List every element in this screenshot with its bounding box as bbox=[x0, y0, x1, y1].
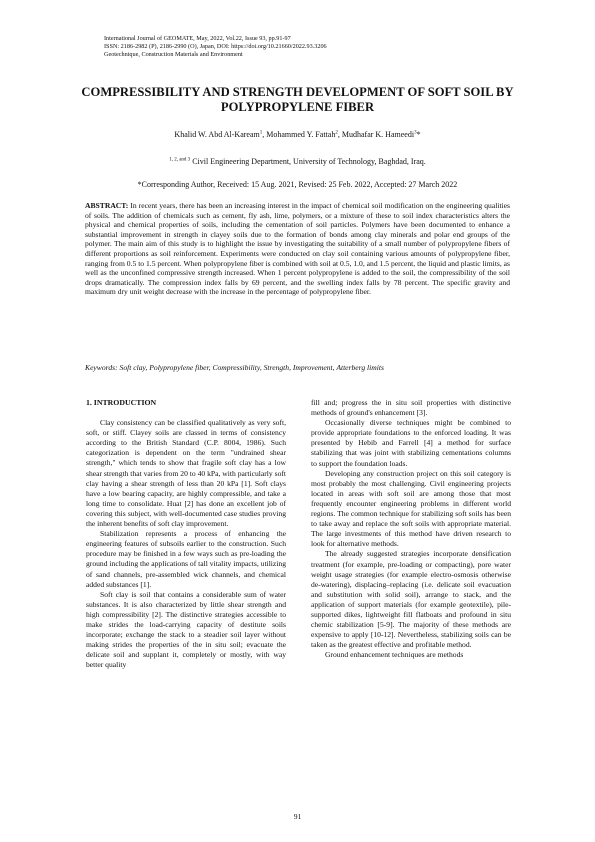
author-3-star: * bbox=[416, 130, 421, 139]
author-1: Khalid W. Abd Al-Kaream bbox=[174, 130, 260, 139]
paragraph: Developing any construction project on this soil category is most probably the most challenging. Civil engineering projects located in areas with soft soil are among those that most frequently encounter engineering problems in different world regions. The common technique for stabilizing soft soils has been to take away and replace the soft soils with appropriate material. The large investments of this method have driven research to look for alternative methods. bbox=[311, 468, 511, 549]
header-line-1: International Journal of GEOMATE, May, 2022, Vol.22, Issue 93, pp.91-97 bbox=[104, 35, 291, 42]
paragraph: Soft clay is soil that contains a considerable sum of water substances. It is also characterized by little shear strength and high compressibility [2]. The distinctive strategies accessible to make strides the load-carrying capacity of destitute soils incorporate; exchange the stack to a steadier soil layer without making strides the properties of the in situ soil; evacuate the delicate soil and supplant it, completely or mostly, with way better quality bbox=[86, 589, 286, 670]
keywords: Keywords: Soft clay, Polypropylene fiber, Compressibility, Strength, Improvement, Atterberg limits bbox=[85, 363, 384, 372]
author-2-sup: 2 bbox=[335, 130, 338, 136]
journal-header bbox=[104, 35, 327, 59]
abstract-label: ABSTRACT: bbox=[85, 201, 129, 210]
paragraph: Stabilization represents a process of enhancing the engineering features of subsoils earlier to the construction. Such procedure may be finished in a few ways such as pre-loading the ground including the applications of tall vitality impacts, utilizing of sand channels, pre-assembled wick channels, and chemical added substances [1]. bbox=[86, 529, 286, 589]
affiliation-text: Civil Engineering Department, University of Technology, Baghdad, Iraq. bbox=[190, 157, 426, 166]
author-3: , Mudhafar K. Hameedi bbox=[337, 130, 415, 139]
paragraph: Ground enhancement techniques are methods bbox=[325, 650, 464, 660]
paragraph: The already suggested strategies incorporate densification treatment (for example, pre-loading or compacting), pore water weight usage strategies (for example electro-osmosis otherwise de-watering), displacing–replacing (i.e. delicate soil evacuation and substitution with solid soil), arrange to stack, and the application of support materials (for example geotextile), pile-supported dikes, lightweight fill flatboats and profound in situ chemic stabilization [5-9]. The majority of these methods are expensive to apply [10-12]. Nevertheless, stabilizing soils can be taken as the greatest effective and profitable method. bbox=[311, 549, 511, 650]
paper-title: COMPRESSIBILITY AND STRENGTH DEVELOPMENT OF SOFT SOIL BY POLYPROPYLENE FIBER bbox=[81, 85, 514, 114]
abstract bbox=[85, 201, 510, 297]
section-heading: 1. INTRODUCTION bbox=[86, 398, 157, 407]
left-column bbox=[86, 398, 286, 670]
header-line-3: Geotechnique, Construction Materials and Environment bbox=[104, 51, 243, 58]
affiliation-sup: 1, 2, and 3 bbox=[169, 157, 191, 163]
header-line-2: ISSN: 2186-2982 (P), 2186-2990 (O), Japan, DOI: https://doi.org/10.21660/2022.93.3206 bbox=[104, 43, 327, 50]
page-number: 91 bbox=[293, 812, 302, 821]
paragraph: Clay consistency can be classified qualitatively as very soft, soft, or stiff. Clayey soils are classed in terms of consistency according to the British Standard (C.P. 8004, 1986). Such categorization is dependent on the term "undrained shear strength," which tends to show that fragile soft clay has a low shear strength that varies from 20 to 40 kPa, with particularly soft clay having a shear strength of less than 20 kPa [1]. Soft clays have a low bearing capacity, are highly compressible, and take a long time to consolidate. Huat [2] has done an excellent job of covering this subject, with well-documented case studies proving the inherent benefits of soft clay improvement. bbox=[86, 418, 286, 529]
author-3-sup: 3 bbox=[414, 130, 417, 136]
author-list bbox=[0, 130, 595, 139]
paragraph: Occasionally diverse techniques might be combined to provide appropriate foundations to the enforced loading. It was presented by Hebib and Farrell [4] a method for surface stabilizing that was joint with stabilizing cementations columns to support the foundation loads. bbox=[311, 418, 511, 468]
author-2: , Mohammed Y. Fattah bbox=[262, 130, 336, 139]
right-column bbox=[311, 398, 511, 660]
abstract-text: In recent years, there has been an increasing interest in the impact of chemical soil modification on the engineering qualities of soils. The addition of chemicals such as cement, fly ash, lime, polymers, or a mixture of these to soil index characteristics alters the physical and chemical properties of soils, including the cementation of soil particles. Polymers have been documented to enhance a substantial improvement in strength in clayey soils due to the formation of bonds among clay minerals and polar end groups of the polymer. The main aim of this study is to highlight the issue by investigating the suitability of a small number of polypropylene fibers of different proportions as soil reinforcement. Experiments were conducted on clay soil containing various amounts of polypropylene fiber, ranging from 0.5 to 1.5 percent. When polypropylene fiber is combined with soil at 0.5, 1.0, and 1.5 percent, the liquid and plastic limits, as well as the unconfined compressive strength increased. When 1 percent polypropylene is added to the soil, the compressibility of the soil drops dramatically. The compression index falls by 69 percent, and the swelling index falls by 78 percent. The specific gravity and maximum dry unit weight decrease with the increase in the percentage of polypropylene fiber. bbox=[85, 201, 510, 297]
corresponding-info: *Corresponding Author, Received: 15 Aug. 2021, Revised: 25 Feb. 2022, Accepted: 27 March 2022 bbox=[137, 180, 458, 189]
author-1-sup: 1 bbox=[259, 130, 263, 136]
affiliation bbox=[0, 157, 595, 166]
paragraph-continued: fill and; progress the in situ soil properties with distinctive methods of ground's enhancement [3]. bbox=[311, 398, 511, 418]
